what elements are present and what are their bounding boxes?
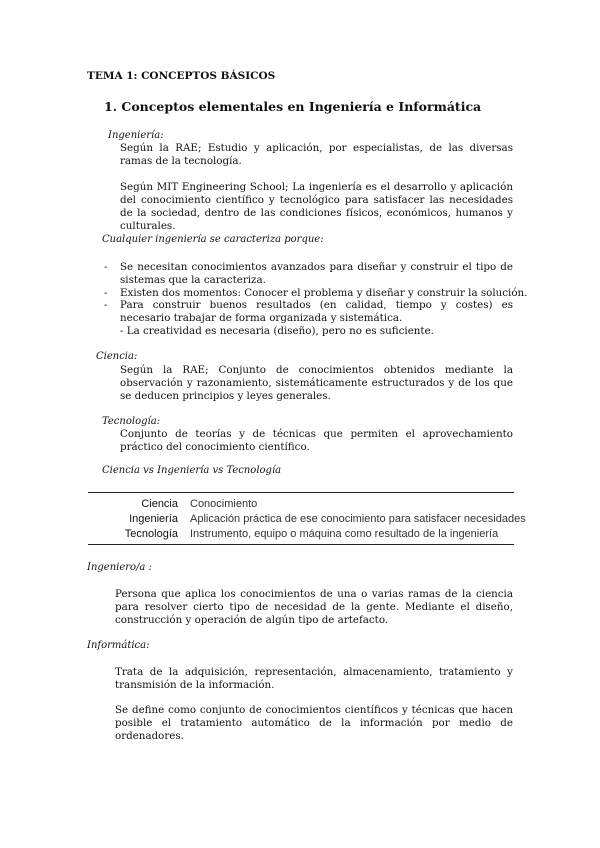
comparativa-label: Ciencia vs Ingeniería vs Tecnología	[102, 465, 282, 476]
caracteriza-item-3: Para construir buenos resultados (en calidad, tiempo y costes) es necesario trabajar de forma organizada y sistemática.	[120, 299, 513, 324]
bullet-dash: -	[104, 287, 108, 299]
table-bottom-rule	[88, 544, 514, 545]
ingenieria-mit-paragraph: Según MIT Engineering School; La ingeniería es el desarrollo y aplicación del conocimiento científico y tecnológico para satisfacer las necesidades de la sociedad, dentro de las condiciones físicos, económicos, humanos y culturales.	[120, 181, 513, 232]
tema-title: TEMA 1: CONCEPTOS BÁSICOS	[87, 70, 276, 82]
table-term: Tecnología	[124, 528, 178, 540]
table-definition: Aplicación práctica de ese conocimiento para satisfacer necesidades	[190, 513, 526, 525]
caracteriza-item-1: Se necesitan conocimientos avanzados para diseñar y construir el tipo de sistemas que la caracteriza.	[120, 261, 513, 286]
table-definition: Instrumento, equipo o máquina como resultado de la ingeniería	[190, 528, 499, 540]
bullet-dash: -	[104, 261, 108, 273]
ciencia-paragraph: Según la RAE; Conjunto de conocimientos obtenidos mediante la observación y razonamiento, sistemáticamente estructurados y de los que se deducen principios y leyes generales.	[120, 364, 513, 402]
table-term: Ingeniería	[129, 513, 178, 525]
caracteriza-note: - La creatividad es necesaria (diseño), pero no es suficiente.	[120, 325, 434, 337]
informatica-label: Informática:	[87, 640, 150, 651]
ingenieria-label: Ingeniería:	[108, 130, 164, 141]
tecnologia-paragraph: Conjunto de teorías y de técnicas que permiten el aprovechamiento práctico del conocimiento científico.	[120, 428, 513, 453]
ingeniero-paragraph: Persona que aplica los conocimientos de una o varias ramas de la ciencia para resolver cierto tipo de necesidad de la gente. Mediante el diseño, construcción y operación de algún tipo de artefacto.	[115, 588, 513, 626]
caracteriza-label: Cualquier ingeniería se caracteriza porque:	[102, 234, 324, 245]
table-row	[88, 527, 514, 542]
table-definition: Conocimiento	[190, 498, 258, 510]
section-title: 1. Conceptos elementales en Ingeniería e Informática	[104, 99, 482, 114]
caracteriza-item-2: Existen dos momentos: Conocer el problema y diseñar y construir la solución.	[120, 287, 528, 299]
ciencia-label: Ciencia:	[96, 351, 138, 362]
bullet-dash: -	[104, 299, 108, 311]
table-row	[88, 512, 526, 527]
table-row	[88, 497, 514, 512]
table-term: Ciencia	[141, 498, 178, 510]
informatica-paragraph-1: Trata de la adquisición, representación, almacenamiento, tratamiento y transmisión de la información.	[115, 666, 513, 691]
informatica-paragraph-2: Se define como conjunto de conocimientos científicos y técnicas que hacen posible el tratamiento automático de la información por medio de ordenadores.	[115, 704, 513, 742]
ingeniero-label: Ingeniero/a :	[87, 562, 152, 573]
tecnologia-label: Tecnología:	[102, 416, 161, 427]
table-top-rule	[88, 492, 514, 493]
ingenieria-rae-paragraph: Según la RAE; Estudio y aplicación, por especialistas, de las diversas ramas de la tecnología.	[120, 142, 513, 167]
